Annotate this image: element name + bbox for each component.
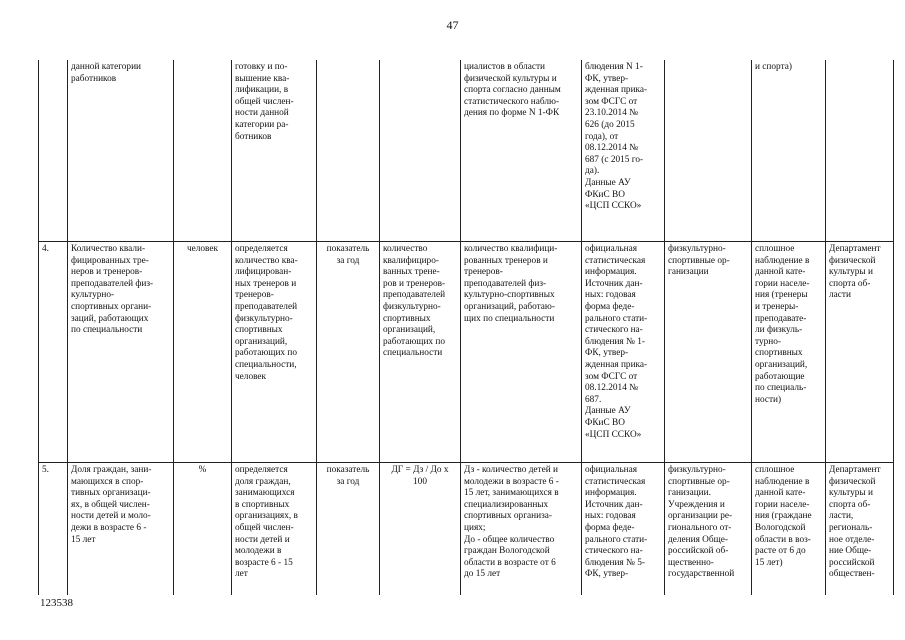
cell-method: сплошное наблюдение в данной кате- гории населе- ния (граждане Вологодской области в воз- расте от 6 до 15 лет) [752, 463, 826, 596]
cell-indicators: Дз - количество детей и молодежи в возрасте 6 - 15 лет, занимающихся в специализированных спортивных организа- циях; До - общее количество граждан Вологодской области в возрасте от 6 до 15 лет [461, 463, 582, 596]
cell-object: физкультурно- спортивные ор- ганизации [665, 242, 752, 463]
cell-name: Доля граждан, зани- мающихся в спор- тивных организаци- ях, в общей числен- ности детей и моло- дежи в возрасте 6 - 15 лет [68, 463, 174, 596]
table-row [39, 60, 894, 242]
cell-indicators: количество квалифици- рованных тренеров и тренеров- преподавателей физ- культурно-спортивных организаций, работаю- щих по специальности [461, 242, 582, 463]
cell-formula [380, 60, 461, 242]
cell-definition: готовку и по- вышение ква- лификации, в общей числен- ности данной категории ра- ботников [232, 60, 317, 242]
cell-method: сплошное наблюдение в данной кате- гории населе- ния (тренеры и тренеры- преподавате- ли физкуль- турно- спортивных организаций, работающие по специаль- ности) [752, 242, 826, 463]
cell-formula: ДГ = Дз / До х 100 [380, 463, 461, 596]
cell-method: и спорта) [752, 60, 826, 242]
cell-definition: определяется доля граждан, занимающихся в спортивных организациях, в общей числен- ности детей и молодежи в возрасте 6 - 15 лет [232, 463, 317, 596]
cell-name: Количество квали- фицированных тре- неров и тренеров- преподавателей физ- культурно- спортивных органи- заций, работающих по специальности [68, 242, 174, 463]
cell-responsible: Департамент физической культуры и спорта об- ласти, региональ- ное отделе- ние Обще- российской обществен- [826, 463, 894, 596]
indicators-table [38, 60, 894, 595]
cell-object: физкультурно- спортивные ор- ганизации. Учреждения и организации ре- гионального от- деления Обще- российской об- щественно- государственной [665, 463, 752, 596]
cell-indicators: циалистов в области физической культуры и спорта согласно данным статистического наблю- дения по форме N 1-ФК [461, 60, 582, 242]
cell-no: 4. [39, 242, 68, 463]
cell-period [317, 60, 380, 242]
cell-source: блюдения N 1- ФК, утвер- жденная прика- зом ФСГС от 23.10.2014 № 626 (до 2015 года), от 08.12.2014 № 687 (с 2015 го- да). Данные АУ ФКиС ВО «ЦСП ССКО» [582, 60, 665, 242]
table-row [39, 242, 894, 463]
cell-responsible: Департамент физической культуры и спорта об- ласти [826, 242, 894, 463]
cell-object [665, 60, 752, 242]
table-row [39, 463, 894, 596]
cell-unit: % [174, 463, 232, 596]
cell-responsible [826, 60, 894, 242]
cell-period: показатель за год [317, 242, 380, 463]
cell-name: данной категории работников [68, 60, 174, 242]
cell-no: 5. [39, 463, 68, 596]
footer-code: 123538 [40, 597, 73, 609]
cell-source: официальная статистическая информация. Источник дан- ных: годовая форма феде- рального стати- стического на- блюдения № 5- ФК, утвер- [582, 463, 665, 596]
cell-source: официальная статистическая информация. Источник дан- ных: годовая форма феде- рального стати- стического на- блюдения № 1- ФК, утвер- жденная прика- зом ФСГС от 08.12.2014 № 687. Данные АУ ФКиС ВО «ЦСП ССКО» [582, 242, 665, 463]
cell-unit: человек [174, 242, 232, 463]
cell-no [39, 60, 68, 242]
cell-formula: количество квалифициро- ванных трене- ров и тренеров- преподавателей физкультурно- спортивных организаций, работающих по специальности [380, 242, 461, 463]
cell-unit [174, 60, 232, 242]
page-number: 47 [446, 18, 459, 32]
cell-period: показатель за год [317, 463, 380, 596]
cell-definition: определяется количество ква- лифицирован- ных тренеров и тренеров- преподавателей физкультурно- спортивных организаций, работающих по специальности, человек [232, 242, 317, 463]
